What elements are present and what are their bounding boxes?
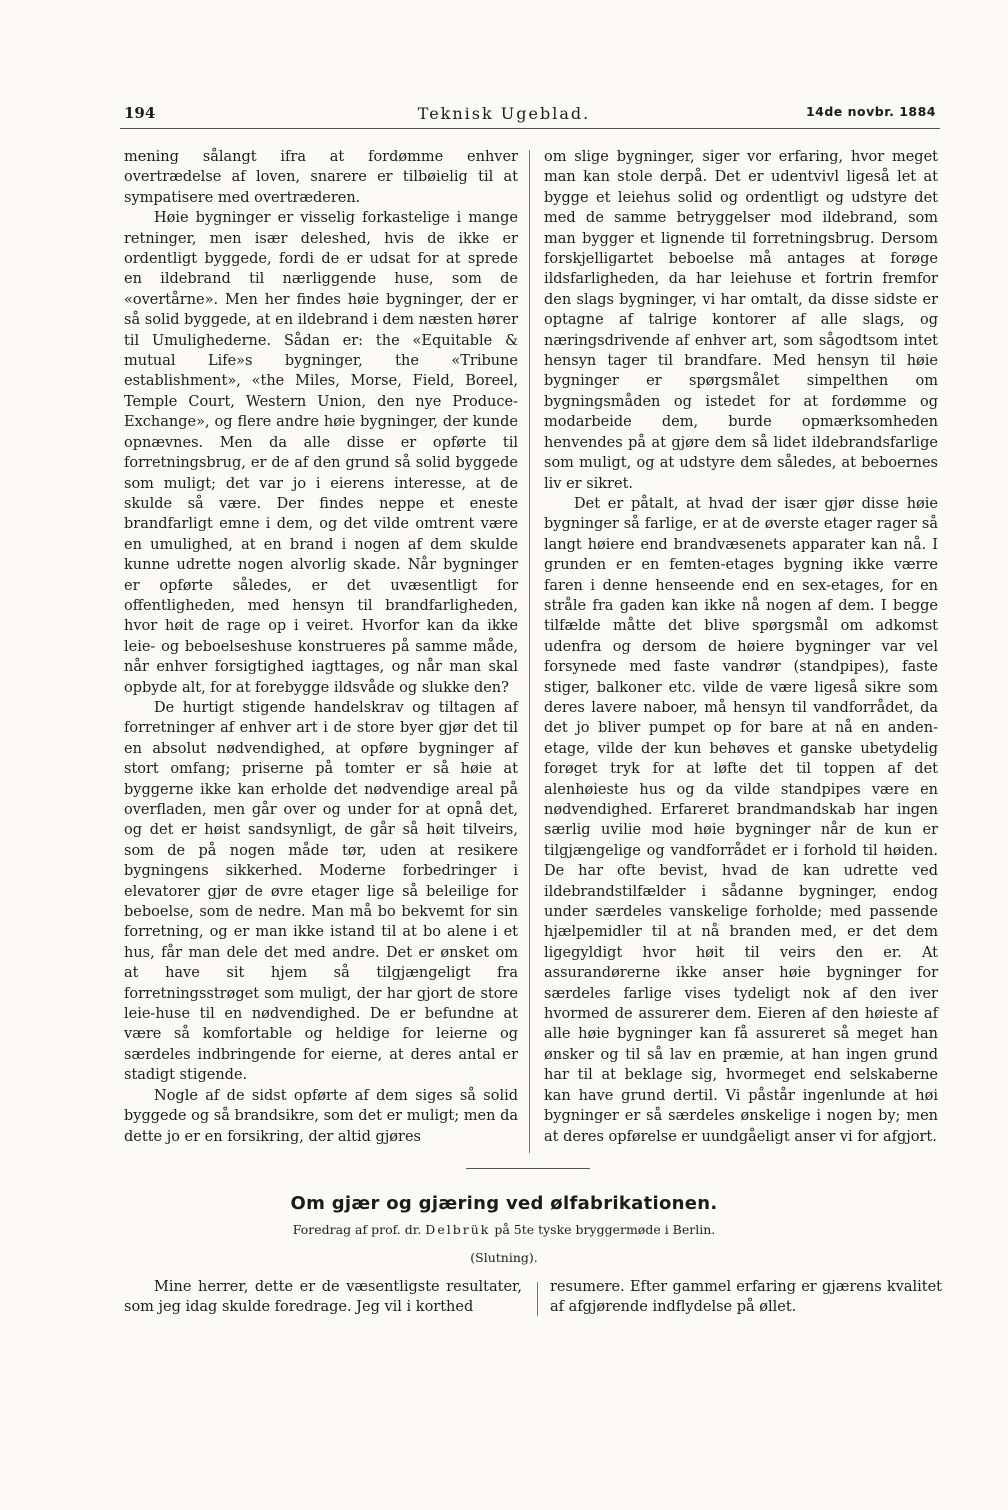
author-name: Delbrük xyxy=(425,1222,491,1237)
paragraph: Nogle af de sidst opførte af dem siges så solid byggede og så brandsikre, som det er muligt; men da dette jo er en forsikring, der altid gjøres xyxy=(124,1087,518,1145)
paragraph: mening sålangt ifra at fordømme enhver overtrædelse af loven, snarere er tilbøielig til at sympatisere med overtræderen. xyxy=(124,149,518,206)
article-right-column xyxy=(550,1277,942,1318)
article-title: Om gjær og gjæring ved ølfabrikationen. xyxy=(290,1193,718,1214)
header-rule xyxy=(120,128,940,129)
page-number: 194 xyxy=(124,104,156,122)
subtitle-suffix: på 5te tyske bryggermøde i Berlin. xyxy=(494,1222,716,1237)
paragraph: Mine herrer, dette er de væsentligste resultater, som jeg idag skulde foredrage. Jeg vil i korthed xyxy=(124,1279,522,1316)
right-column xyxy=(544,147,938,1147)
column-divider xyxy=(537,1282,538,1316)
issue-date: 14de novbr. 1884 xyxy=(805,104,936,119)
paragraph: De hurtigt stigende handelskrav og tiltagen af forretninger af enhver art i de store byer gjør det til en absolut nødvendighed, at opføre bygninger af stort omfang; priserne på tomter er så høie at byggerne ikke kan erholde det nødvendige areal på overfladen, men går over og under for at opnå det, og det er høist sandsynligt, de går så høit tilveirs, som de på nogen måde tør, uden at resikere bygningens sikkerhed. Moderne forbedringer i elevatorer gjør de øvre etager lige så beleilige for beboelse, som de nedre. Man må bo bekvemt for sin forretning, og er man ikke istand til at bo alene i et hus, får man dele det med andre. Det er ønsket om at have sit hjem så tilgjængeligt fra forretningsstrøget som muligt, der har gjort de store leie-huse til en nødvendighed. De er befundne at være så komfortable og heldige for leierne og særdeles indbringende for eierne, at deres antal er stadigt stigende. xyxy=(124,699,518,1084)
column-divider xyxy=(529,150,530,1153)
subtitle-prefix: Foredrag af prof. dr. xyxy=(292,1222,422,1237)
paragraph: Høie bygninger er visselig forkastelige i mange retninger, men især deleshed, hvis de ikke er ordentligt byggede, fordi de er udsat for at sprede en ildebrand til nærliggende huse, som de «overtårne». Men her findes høie bygninger, der er så solid byggede, at en ildebrand i dem næsten hører til Umulighederne. Sådan er: the «Equitable & mutual Life»s bygninger, the «Tribune establishment», «the Miles, Morse, Field, Boreel, Temple Court, Western Union, den nye Produce-Exchange», og flere andre høie bygninger, der kunde opnævnes. Men da alle disse er opførte til forretningsbrug, er de af den grund så solid byggede som muligt; det var jo i eierens interesse, at de skulde så være. Der findes neppe et eneste brandfarligt emne i dem, og det vilde omtrent være en umulighed, at en brand i nogen af dem skulde kunne udrette nogen alvorlig skade. Når bygninger er opførte således, er det uvæsentligt for offentligheden, med hensyn til brandfarligheden, hvor høit de rage op i veiret. Hvorfor kan da ikke leie- og beboelseshuse konstrueres på samme måde, når enhver forsigtighed iagttages, og når man skal opbyde alt, for at forebygge ildsvåde og slukke den? xyxy=(124,210,518,696)
left-column xyxy=(124,147,518,1147)
paragraph: om slige bygninger, siger vor erfaring, hvor meget man kan stole derpå. Det er udentvivl ligeså let at bygge et leiehus solid og ordentligt og udstyre det med de samme betryggelser mod ildebrand, som man bygger et lignende til forretningsbrug. Dersom forskjelligartet beboelse må antages at forøge ildsfarligheden, da har leiehuse et fortrin fremfor den slags bygninger, vi har omtalt, da disse sidste er optagne af talrige kontorer af alle slags, og næringsdrivende af enhver art, som sågodtsom intet hensyn tager til brandfare. Med hensyn til høie bygninger er spørgsmålet simpelthen om bygningsmåden og istedet for at fordømme og modarbeide dem, burde opmærksomheden henvendes på at gjøre dem så lidet ildebrandsfarlige som muligt, og at udstyre dem således, at beboernes liv er sikret. xyxy=(544,149,938,492)
article-subtitle xyxy=(0,1222,1008,1237)
article-left-column xyxy=(124,1277,522,1318)
section-divider xyxy=(466,1168,590,1169)
page-header xyxy=(0,104,1008,128)
journal-title: Teknisk Ugeblad. xyxy=(417,104,591,123)
paragraph: Det er påtalt, at hvad der især gjør disse høie bygninger så farlige, er at de øverste etager rager så langt høiere end brandvæsenets apparater kan nå. I grunden er en femten-etages bygning ikke værre faren i denne henseende end en sex-etages, for en stråle fra gaden kan ikke nå nogen af dem. I begge tilfælde måtte det blive spørgsmål om adkomst udenfra og dersom de høiere bygninger var vel forsynede med faste vandrør (standpipes), faste stiger, balkoner etc. vilde de være ligeså sikre som deres lavere naboer, må hensyn til vandforrådet, da det jo bliver pumpet op for bare at nå en anden-etage, vilde der kun behøves et ganske ubetydelig forøget tryk for at løfte det til toppen af det alenhøieste hus og da vilde standpipes være en nødvendighed. Erfareret brandmandskab har ingen særlig uvilie mod høie bygninger når de kun er tilgjængelige og vandforrådet er i forhold til høiden. De har ofte bevist, hvad de kan udrette ved ildebrandstilfælder i sådanne bygninger, endog under særdeles vanskelige forholde; med passende hjælpemidler til at nå branden med, er det dem ligegyldigt hvor høit til veirs den er. At assurandørerne ikke anser høie bygninger for særdeles farlige vises tydeligt nok af den iver hvormed de assurerer dem. Eieren af den høieste af alle høie bygninger kan få assureret så meget han ønsker og til så lav en præmie, at han ingen grund har til at beklage sig, hvormeget end selskaberne kan have grund dertil. Vi påstår ingenlunde at høi bygninger er så særdeles ønskelige i nogen by; men at deres opførelse er uundgåeligt anser vi for afgjort. xyxy=(544,495,938,1145)
article-note: (Slutning). xyxy=(470,1250,538,1265)
paragraph: resumere. Efter gammel erfaring er gjærens kvalitet af afgjørende indflydelse på øllet. xyxy=(550,1279,942,1316)
